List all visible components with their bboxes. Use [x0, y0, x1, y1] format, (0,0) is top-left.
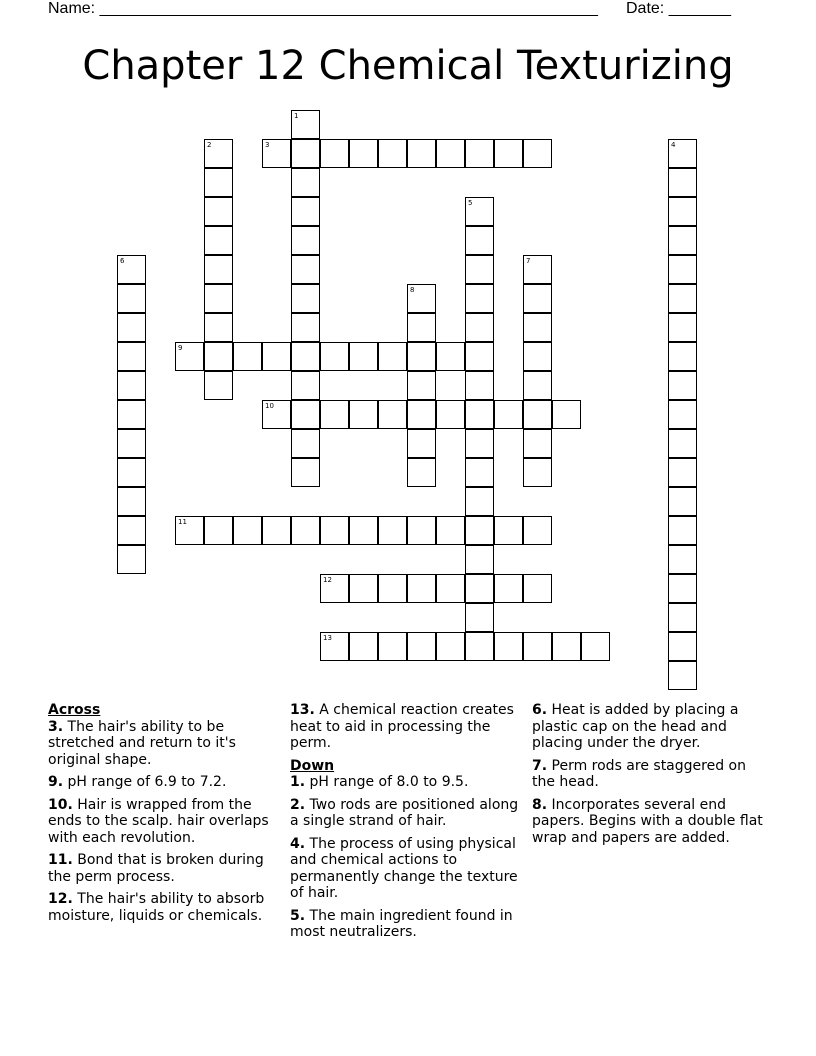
clue-item — [48, 852, 284, 885]
clue-item — [48, 774, 284, 791]
grid-cell[interactable] — [494, 574, 523, 603]
clue-text: Perm rods are staggered on the head. — [532, 757, 746, 790]
grid-cell[interactable] — [523, 139, 552, 168]
grid-cell[interactable] — [668, 661, 697, 690]
grid-cell[interactable] — [291, 371, 320, 400]
clue-number: 2. — [290, 796, 306, 813]
clues-column-2 — [290, 702, 526, 947]
grid-cell[interactable] — [117, 400, 146, 429]
grid-cell[interactable] — [117, 429, 146, 458]
grid-cell[interactable] — [233, 342, 262, 371]
grid-cell[interactable] — [523, 458, 552, 487]
grid-cell[interactable] — [117, 516, 146, 545]
grid-cell[interactable] — [204, 139, 233, 168]
grid-cell[interactable] — [291, 110, 320, 139]
clue-item — [290, 908, 526, 941]
grid-cell[interactable] — [465, 429, 494, 458]
grid-cell[interactable] — [436, 400, 465, 429]
grid-cell[interactable] — [465, 574, 494, 603]
grid-cell[interactable] — [668, 429, 697, 458]
grid-cell[interactable] — [465, 139, 494, 168]
clue-item — [290, 702, 526, 752]
grid-cell[interactable] — [117, 313, 146, 342]
clue-number: 3 — [265, 141, 270, 149]
grid-cell[interactable] — [668, 313, 697, 342]
clue-text: Heat is added by placing a plastic cap on the head and placing under the dryer. — [532, 702, 739, 751]
grid-cell[interactable] — [378, 342, 407, 371]
clue-item — [290, 797, 526, 830]
clue-number: 4. — [290, 835, 306, 852]
grid-cell[interactable] — [262, 139, 291, 168]
grid-cell[interactable] — [291, 226, 320, 255]
grid-cell[interactable] — [523, 516, 552, 545]
clue-item — [532, 758, 768, 791]
clue-number: 7. — [532, 757, 548, 774]
across-clue-list — [48, 719, 284, 925]
grid-cell[interactable] — [349, 400, 378, 429]
clue-number: 9 — [178, 344, 183, 352]
clue-number: 7 — [526, 257, 531, 265]
clue-text: Hair is wrapped from the ends to the scalp. hair overlaps with each revolution. — [48, 796, 269, 846]
grid-cell[interactable] — [465, 487, 494, 516]
grid-cell[interactable] — [668, 139, 697, 168]
clue-number: 6 — [120, 257, 125, 265]
grid-cell[interactable] — [668, 545, 697, 574]
grid-cell[interactable] — [262, 342, 291, 371]
grid-cell[interactable] — [668, 603, 697, 632]
grid-cell[interactable] — [117, 545, 146, 574]
grid-cell[interactable] — [407, 313, 436, 342]
grid-cell[interactable] — [291, 284, 320, 313]
grid-cell[interactable] — [581, 632, 610, 661]
grid-cell[interactable] — [465, 458, 494, 487]
grid-cell[interactable] — [349, 139, 378, 168]
down-heading: Down — [290, 757, 335, 774]
clue-number: 2 — [207, 141, 212, 149]
grid-cell[interactable] — [204, 313, 233, 342]
grid-cell[interactable] — [523, 284, 552, 313]
grid-cell[interactable] — [465, 342, 494, 371]
grid-cell[interactable] — [523, 632, 552, 661]
grid-cell[interactable] — [320, 400, 349, 429]
grid-cell[interactable] — [291, 255, 320, 284]
grid-cell[interactable] — [465, 371, 494, 400]
grid-cell[interactable] — [552, 400, 581, 429]
clue-number: 10. — [48, 796, 73, 813]
grid-cell[interactable] — [291, 458, 320, 487]
grid-cell[interactable] — [291, 400, 320, 429]
grid-cell[interactable] — [407, 342, 436, 371]
grid-cell[interactable] — [407, 400, 436, 429]
grid-cell[interactable] — [204, 168, 233, 197]
grid-cell[interactable] — [349, 574, 378, 603]
grid-cell[interactable] — [523, 400, 552, 429]
clue-number: 11 — [178, 518, 187, 526]
grid-cell[interactable] — [407, 516, 436, 545]
clue-number: 13. — [290, 702, 315, 718]
grid-cell[interactable] — [523, 313, 552, 342]
grid-cell[interactable] — [378, 516, 407, 545]
clue-number: 5 — [468, 199, 473, 207]
clues-column-1 — [48, 702, 284, 930]
grid-cell[interactable] — [378, 632, 407, 661]
clue-number: 6. — [532, 702, 548, 718]
grid-cell[interactable] — [407, 284, 436, 313]
grid-cell[interactable] — [117, 342, 146, 371]
grid-cell[interactable] — [552, 632, 581, 661]
clue-number: 13 — [323, 634, 332, 642]
grid-cell[interactable] — [291, 429, 320, 458]
clue-text: Incorporates several end papers. Begins with a double flat wrap and papers are added. — [532, 796, 763, 846]
clue-item — [48, 797, 284, 847]
down-clue-list — [290, 774, 526, 941]
clue-text: Bond that is broken during the perm process. — [48, 852, 264, 885]
grid-cell[interactable] — [349, 342, 378, 371]
grid-cell[interactable] — [204, 516, 233, 545]
clue-number: 1. — [290, 774, 306, 790]
clue-item — [48, 719, 284, 769]
grid-cell[interactable] — [668, 255, 697, 284]
grid-cell[interactable] — [175, 516, 204, 545]
grid-cell[interactable] — [465, 632, 494, 661]
clue-item — [290, 774, 526, 791]
clue-number: 3. — [48, 718, 64, 735]
grid-cell[interactable] — [291, 342, 320, 371]
grid-cell[interactable] — [291, 168, 320, 197]
grid-cell[interactable] — [117, 371, 146, 400]
clue-number: 4 — [671, 141, 676, 149]
grid-cell[interactable] — [494, 139, 523, 168]
clue-number: 8 — [410, 286, 415, 294]
grid-cell[interactable] — [117, 284, 146, 313]
across-heading: Across — [48, 702, 101, 718]
grid-cell[interactable] — [204, 255, 233, 284]
grid-cell[interactable] — [465, 226, 494, 255]
grid-cell[interactable] — [668, 342, 697, 371]
grid-cell[interactable] — [668, 168, 697, 197]
grid-cell[interactable] — [465, 284, 494, 313]
grid-cell[interactable] — [291, 197, 320, 226]
clue-item — [290, 836, 526, 902]
grid-cell[interactable] — [117, 255, 146, 284]
grid-cell[interactable] — [523, 574, 552, 603]
grid-cell[interactable] — [668, 226, 697, 255]
grid-cell[interactable] — [233, 516, 262, 545]
grid-cell[interactable] — [436, 574, 465, 603]
grid-cell[interactable] — [204, 226, 233, 255]
grid-cell[interactable] — [407, 139, 436, 168]
grid-cell[interactable] — [291, 139, 320, 168]
grid-cell[interactable] — [204, 197, 233, 226]
clue-number: 12. — [48, 891, 73, 907]
across-clue-list-cont — [290, 702, 526, 752]
grid-cell[interactable] — [262, 516, 291, 545]
clue-item — [532, 797, 768, 847]
grid-cell[interactable] — [465, 603, 494, 632]
grid-cell[interactable] — [407, 371, 436, 400]
clue-text: A chemical reaction creates heat to aid in processing the perm. — [290, 702, 514, 751]
grid-cell[interactable] — [523, 429, 552, 458]
grid-cell[interactable] — [465, 545, 494, 574]
clue-text: The hair's ability to be stretched and return to it's original shape. — [48, 718, 236, 768]
grid-cell[interactable] — [465, 197, 494, 226]
grid-cell[interactable] — [465, 313, 494, 342]
grid-cell[interactable] — [668, 458, 697, 487]
grid-cell[interactable] — [436, 139, 465, 168]
grid-cell[interactable] — [349, 632, 378, 661]
name-field[interactable]: Name: ________________________________________________________ — [48, 0, 598, 17]
clue-number: 12 — [323, 576, 332, 584]
down-clue-list-cont — [532, 702, 768, 846]
grid-cell[interactable] — [494, 632, 523, 661]
grid-cell[interactable] — [494, 400, 523, 429]
clue-number: 9. — [48, 774, 64, 790]
clue-number: 11. — [48, 852, 73, 868]
clue-text: The process of using physical and chemical actions to permanently change the texture of hair. — [290, 835, 518, 901]
clue-item — [532, 702, 768, 752]
grid-cell[interactable] — [523, 371, 552, 400]
grid-cell[interactable] — [436, 516, 465, 545]
grid-cell[interactable] — [668, 487, 697, 516]
grid-cell[interactable] — [668, 371, 697, 400]
clue-text: Two rods are positioned along a single strand of hair. — [290, 796, 519, 829]
clue-item — [48, 891, 284, 924]
grid-cell[interactable] — [262, 400, 291, 429]
grid-cell[interactable] — [407, 632, 436, 661]
grid-cell[interactable] — [523, 342, 552, 371]
grid-cell[interactable] — [407, 458, 436, 487]
grid-cell[interactable] — [204, 342, 233, 371]
clue-text: The main ingredient found in most neutralizers. — [290, 907, 513, 940]
grid-cell[interactable] — [204, 284, 233, 313]
grid-cell[interactable] — [668, 284, 697, 313]
grid-cell[interactable] — [407, 574, 436, 603]
grid-cell[interactable] — [175, 342, 204, 371]
grid-cell[interactable] — [668, 400, 697, 429]
clue-text: pH range of 8.0 to 9.5. — [305, 774, 469, 790]
clue-text: The hair's ability to absorb moisture, liquids or chemicals. — [48, 891, 265, 924]
grid-cell[interactable] — [465, 255, 494, 284]
grid-cell[interactable] — [465, 516, 494, 545]
page-title: Chapter 12 Chemical Texturizing — [82, 43, 734, 89]
grid-cell[interactable] — [668, 632, 697, 661]
grid-cell[interactable] — [407, 429, 436, 458]
clues-column-3 — [532, 702, 768, 852]
grid-cell[interactable] — [465, 400, 494, 429]
grid-cell[interactable] — [320, 516, 349, 545]
grid-cell[interactable] — [378, 574, 407, 603]
grid-cell[interactable] — [436, 632, 465, 661]
grid-cell[interactable] — [349, 516, 378, 545]
grid-cell[interactable] — [117, 487, 146, 516]
grid-cell[interactable] — [320, 574, 349, 603]
grid-cell[interactable] — [523, 255, 552, 284]
clue-number: 10 — [265, 402, 274, 410]
date-field[interactable]: Date: _______ — [626, 0, 731, 17]
grid-cell[interactable] — [494, 516, 523, 545]
grid-cell[interactable] — [291, 313, 320, 342]
grid-cell[interactable] — [320, 632, 349, 661]
grid-cell[interactable] — [320, 342, 349, 371]
grid-cell[interactable] — [117, 458, 146, 487]
clue-number: 1 — [294, 112, 299, 120]
clue-number: 5. — [290, 907, 306, 924]
grid-cell[interactable] — [291, 516, 320, 545]
clue-text: pH range of 6.9 to 7.2. — [63, 774, 227, 790]
grid-cell[interactable] — [320, 139, 349, 168]
grid-cell[interactable] — [668, 197, 697, 226]
grid-cell[interactable] — [668, 516, 697, 545]
grid-cell[interactable] — [378, 139, 407, 168]
grid-cell[interactable] — [204, 371, 233, 400]
clue-number: 8. — [532, 796, 548, 813]
grid-cell[interactable] — [436, 342, 465, 371]
grid-cell[interactable] — [378, 400, 407, 429]
grid-cell[interactable] — [668, 574, 697, 603]
